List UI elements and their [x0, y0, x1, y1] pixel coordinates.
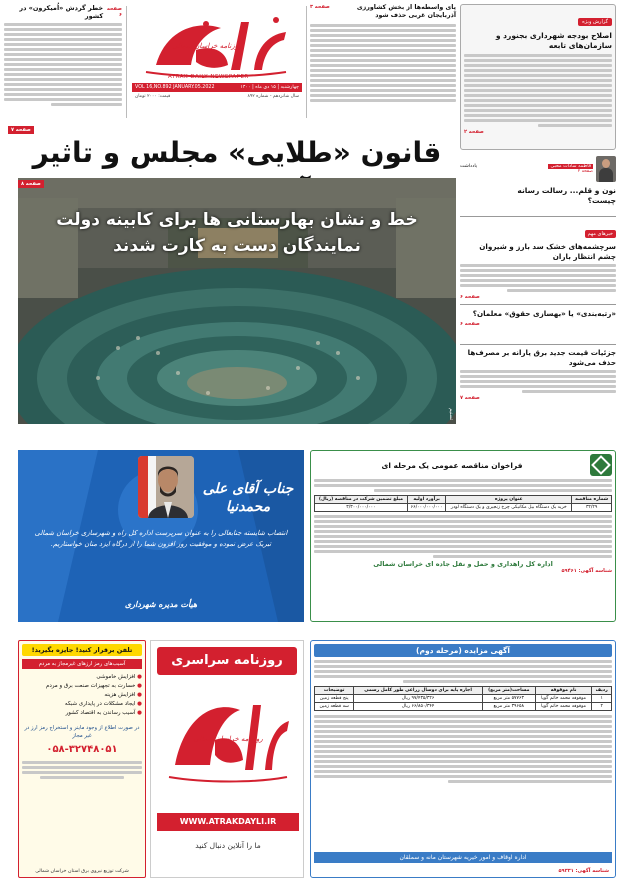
- congrats-ad[interactable]: [18, 450, 304, 622]
- col-header: عنوان پروژه: [446, 496, 572, 504]
- story-title[interactable]: پای واسطه‌ها از بخش کشاورزی آذربایجان غربی حذف شود: [356, 4, 456, 19]
- col-header: مبلغ تضمین شرکت در مناقصه (ریال): [315, 496, 408, 504]
- auction-title: آگهی مزایده (مرحله دوم): [314, 644, 612, 657]
- columnist-avatar: [596, 156, 616, 182]
- power-ad-list: [22, 673, 142, 718]
- main-headline[interactable]: قانون «طلایی» مجلس و تاثیر: [32, 136, 442, 169]
- list-item: ● افزایش هزینه: [104, 692, 142, 698]
- table-cell: موقوفه محمد خاتم گوپا: [535, 703, 592, 711]
- story-title[interactable]: خطر گردش «اُمیکرون» در کشور: [19, 4, 104, 20]
- table-cell: ۵۷۷۶۳ متر مربع: [482, 695, 535, 703]
- masthead-english: ATRAK DAILY NEWSPAPER: [168, 74, 249, 80]
- page-ref: صفحه ۳: [310, 4, 330, 10]
- list-item: ● آسیب رساندن به اقتصاد کشور: [65, 710, 142, 716]
- columnist-box[interactable]: [460, 156, 616, 182]
- col-header: شماره مناقصه: [572, 496, 612, 504]
- page-ref: صفحه ۶: [106, 6, 122, 18]
- org-logo-icon: [590, 454, 612, 476]
- kicker: خبرهای مهم: [585, 230, 616, 238]
- table-cell: خرید یک دستگاه بیل مکانیکی چرخ زنجیری و یک دستگاه لودر: [446, 504, 572, 512]
- news-title[interactable]: سرچشمه‌های خشک سد بارز و شیروان چشم انتظار باران: [479, 242, 616, 261]
- page-ref: صفحه ۶: [460, 321, 480, 327]
- power-ad-footer: شرکت توزیع نیروی برق استان خراسان شمالی: [35, 869, 129, 874]
- table-cell: ۱: [592, 695, 612, 703]
- auction-ad[interactable]: [310, 640, 616, 878]
- tender-title: فراخوان مناقصه عمومی یک مرحله ای: [381, 460, 523, 470]
- right-column: [460, 4, 616, 424]
- columnist-name: فاطمه سادات محبی: [550, 164, 591, 169]
- masthead-vol: VOL 16,NO.892 JANUARY.05.2022: [135, 85, 215, 90]
- tender-terms-lines: [314, 515, 612, 558]
- photo-overlay-line1: خط و نشان بهارستانی ها برای کابینه دولت: [56, 210, 418, 230]
- tender-ad[interactable]: [310, 450, 616, 622]
- page-ref: صفحه ۶: [460, 294, 480, 300]
- photo-page-ref: صفحه ۸: [18, 180, 44, 188]
- news-2[interactable]: [460, 309, 616, 327]
- masthead-issue: سال شانزدهم - شماره ۸۹۲: [247, 94, 299, 99]
- power-ad-contact: در صورت اطلاع از وجود ماینر و استخراج رمز ارز در غیر مجاز: [24, 725, 140, 739]
- auction-footer: اداره اوقاف و امور خیریه شهرستان مانه و سملقان: [314, 852, 612, 863]
- news-title[interactable]: جزئیات قیمت جدید برق یارانه بر مصرف‌ها حذف می‌شود: [467, 348, 616, 367]
- news-3[interactable]: [460, 348, 616, 401]
- table-cell: پنج قطعه زمین: [315, 695, 354, 703]
- subscribe-tagline: روزنامه خراسان شمالی: [193, 735, 263, 743]
- table-row: [315, 703, 612, 711]
- col-header: مساحت(متر مربع): [482, 687, 535, 695]
- story-title[interactable]: اصلاح بودجه شهرداری بجنورد و سازمان‌های تابعه: [495, 31, 612, 50]
- columnist-title[interactable]: نون و قلم... رسالت رسانه چیست؟: [517, 186, 616, 205]
- list-item: ● خسارت به تجهیزات صنعت برق و مردم: [45, 683, 142, 689]
- subscribe-title: روزنامه سراسری: [157, 647, 297, 675]
- masthead-date: چهارشنبه | ۱۵ دی ماه | ۱۴۰۰: [240, 85, 299, 90]
- table-cell: ۶۶/۸۵۰/۳۴۴ ریال: [354, 703, 482, 711]
- tender-intro-lines: [314, 479, 612, 492]
- subscribe-url[interactable]: WWW.ATRAKDAYLI.IR: [157, 813, 299, 831]
- mid-top-story[interactable]: [310, 4, 456, 122]
- table-cell: سه قطعه زمین: [315, 703, 354, 711]
- auction-terms-lines: [314, 715, 612, 783]
- masthead: [132, 4, 302, 122]
- page-ref: صفحه ۲: [577, 169, 593, 174]
- tender-footer: اداره کل راهداری و حمل و نقل جاده ای خراسان شمالی: [373, 560, 553, 568]
- person-photo: [138, 456, 194, 518]
- news-body-lines: [460, 264, 616, 292]
- story-body-lines: [464, 54, 612, 127]
- tender-table: [314, 495, 612, 512]
- news-1[interactable]: [460, 220, 616, 300]
- main-page-ref: صفحه ۷: [8, 126, 34, 134]
- power-ad-lines: [22, 761, 142, 779]
- list-item: ● ایجاد مشکلات در پایداری شبکه: [64, 701, 142, 707]
- col-header: برآورد اولیه: [407, 496, 445, 504]
- subscribe-ad[interactable]: [150, 640, 304, 878]
- table-cell: ۶۶/۰۰۰/۰۰۰/۰۰۰: [407, 504, 445, 512]
- right-top-story[interactable]: [460, 4, 616, 150]
- photo-overlay-line2: نمایندگان دست به کارت شدند: [113, 236, 361, 256]
- masthead-tagline: روزنامه خراسان شمالی: [172, 42, 242, 50]
- table-cell: ۹۷/۴۳۵/۳۲۶ ریال: [354, 695, 482, 703]
- power-ad-title: تلفن برقرار کنید! جایزه بگیرید!: [22, 644, 142, 656]
- page-ref: صفحه ۲: [464, 129, 484, 135]
- news-title[interactable]: «رتبه‌بندی» یا «بهسازی حقوق» معلمان؟: [472, 309, 616, 318]
- col-header: اجاره پایه برای دوسال زراعی طور کامل رسمی: [354, 687, 482, 695]
- table-cell: ۲: [592, 703, 612, 711]
- story-body-lines: [310, 24, 456, 102]
- story-body-lines: [4, 23, 122, 106]
- congrats-body: انتصاب شایسته جنابعالی را به عنوان سرپرست اداره کل راه و شهرسازی خراسان شمالی تبریک عرض نموده و موفقیت روز افزون شما را از درگاه ایزد منان خواستاریم.: [34, 529, 288, 548]
- auction-table: [314, 686, 612, 711]
- page-ref: صفحه ۷: [460, 395, 480, 401]
- list-item: ● افزایش خاموشی: [96, 674, 142, 680]
- congrats-signature: هیأت مدیره شهرداری: [124, 600, 198, 609]
- power-ad-subtitle: آسیب‌های رمز ارزهای غیرمجاز به مردم: [22, 659, 142, 669]
- news-body-lines: [460, 370, 616, 393]
- col-header: توضیحات: [315, 687, 354, 695]
- subscribe-online: ما را آنلاین دنبال کنید: [195, 841, 261, 850]
- table-cell: ۳۲/۲۹: [572, 504, 612, 512]
- col-header: نام موقوفه: [535, 687, 592, 695]
- congrats-name: جناب آقای علی محمدنیا: [202, 481, 294, 515]
- kicker: گزارش ویژه: [578, 18, 612, 26]
- auction-ad-id: شناسه آگهی: ۵۹۳۳۱: [558, 868, 609, 874]
- col-header: ردیف: [592, 687, 612, 695]
- masthead-price: قیمت: ۲۰۰۰ تومان: [135, 94, 171, 99]
- table-row: [315, 695, 612, 703]
- columnist-label: یادداشت: [460, 164, 478, 169]
- table-row: [315, 504, 612, 512]
- power-ad[interactable]: [18, 640, 146, 878]
- power-ad-phone[interactable]: ۰۵۸-۳۲۷۴۸۰۵۱: [46, 744, 118, 755]
- left-top-story[interactable]: [4, 4, 122, 122]
- table-cell: موقوفه محمد خاتم گوپا: [535, 695, 592, 703]
- table-cell: ۳۹۶۵۸ متر مربع: [482, 703, 535, 711]
- auction-intro-lines: [314, 660, 612, 683]
- tender-ad-id: شناسه آگهی: ۵۹۴۶۱: [561, 568, 612, 574]
- photo-credit: تسنیم: [448, 407, 454, 420]
- table-cell: ۳/۳۰۰/۰۰۰/۰۰۰: [315, 504, 408, 512]
- parliament-photo[interactable]: [18, 178, 456, 424]
